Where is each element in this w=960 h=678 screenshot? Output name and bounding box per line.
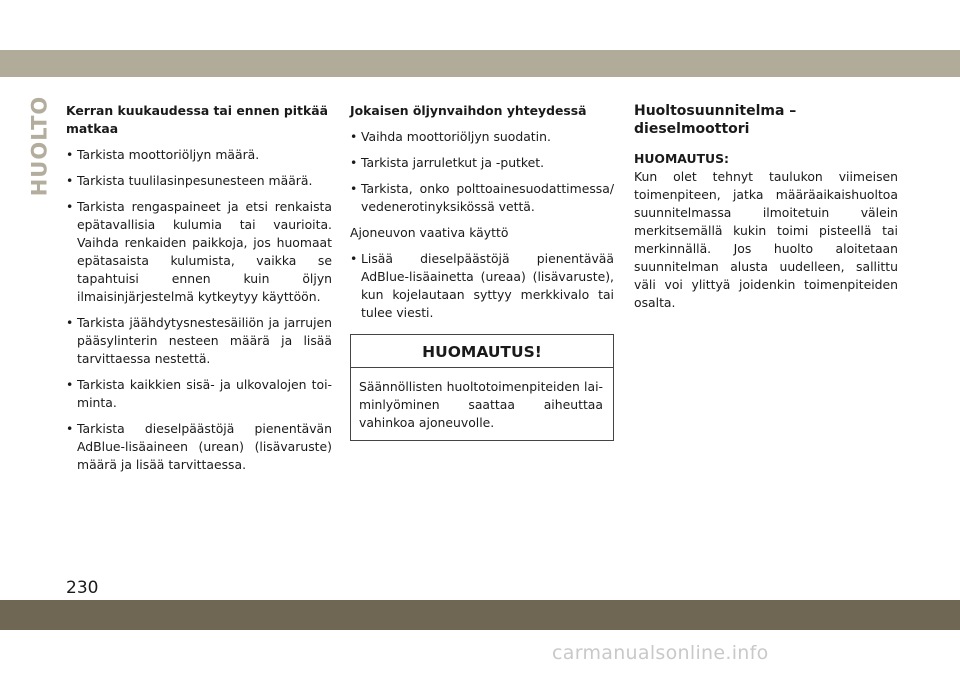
notice-body: Säännöllisten huoltotoimenpiteiden laiminlyöminen saattaa aiheuttaa vahinkoa ajoneuvolle.: [359, 379, 603, 430]
note-label: HUOMAUTUS:: [634, 151, 729, 166]
column-right: [634, 102, 898, 312]
severe-use-label: Ajoneuvon vaativa käyttö: [350, 225, 509, 240]
list-item: • Tarkista jarruletkut ja -putket.: [350, 154, 614, 172]
page-number: 230: [66, 578, 99, 598]
notice-title: HUOMAUTUS!: [351, 335, 613, 368]
note-body: Kun olet tehnyt taulukon viimeisen toimenpiteen, jatka määräaikaishuoltoa suunnitelmassa ilmoitetuin välein merkitsemällä kukin toimi pisteellä tai merkinnällä. Jos huolto aloitetaan suunnitelman alusta uudelleen, sallittu väli voi ylittyä joidenkin toimenpiteiden osalta.: [634, 169, 898, 310]
list-item: • Vaihda moottoriöljyn suodatin.: [350, 128, 614, 146]
footer-band: [0, 600, 960, 630]
list-item: • Lisää dieselpäästöjä pienentävää AdBlue-lisäainetta (ureaa) (lisävaruste), kun kojelautaan syttyy merkkivalo tai tulee viesti.: [350, 250, 614, 322]
column-middle: [350, 102, 614, 441]
warning-notice-box: [350, 334, 614, 441]
section-tab-label: HUOLTO: [27, 95, 51, 197]
list-item: • Tarkista, onko polttoainesuodattimessa/ vedenerotinyksikössä vettä.: [350, 180, 614, 216]
list-item: • Tarkista tuulilasinpesunesteen määrä.: [66, 172, 332, 190]
list-item: • Tarkista moottoriöljyn määrä.: [66, 146, 332, 164]
list-item: • Tarkista kaikkien sisä- ja ulkovalojen toiminta.: [66, 376, 332, 412]
section-tab: [26, 95, 52, 197]
watermark-text: carmanualsonline.info: [552, 642, 769, 664]
oil-change-heading: Jokaisen öljynvaihdon yhteydessä: [350, 103, 587, 118]
column-left: [66, 102, 332, 482]
header-band: [0, 50, 960, 77]
maintenance-plan-title: Huoltosuunnitelma – dieselmoottori: [634, 103, 797, 137]
list-item: • Tarkista jäähdytysnestesäiliön ja jarrujen pääsylinterin nesteen määrä ja lisää tarvittaessa nestettä.: [66, 314, 332, 368]
list-item: • Tarkista rengaspaineet ja etsi renkaista epätavallisia kulumia tai vaurioita. Vaihda renkaiden paikkoja, jos huomaat epätasaista kulumista, vaikka se tapahtuisi ennen kuin öljyn ilmaisinjärjestelmä kytkeytyy käyttöön.: [66, 198, 332, 306]
monthly-heading: Kerran kuukaudessa tai ennen pitkää matkaa: [66, 103, 328, 136]
list-item: • Tarkista dieselpäästöjä pienentävän AdBlue-lisäaineen (urean) (lisävaruste) määrä ja lisää tarvittaessa.: [66, 420, 332, 474]
